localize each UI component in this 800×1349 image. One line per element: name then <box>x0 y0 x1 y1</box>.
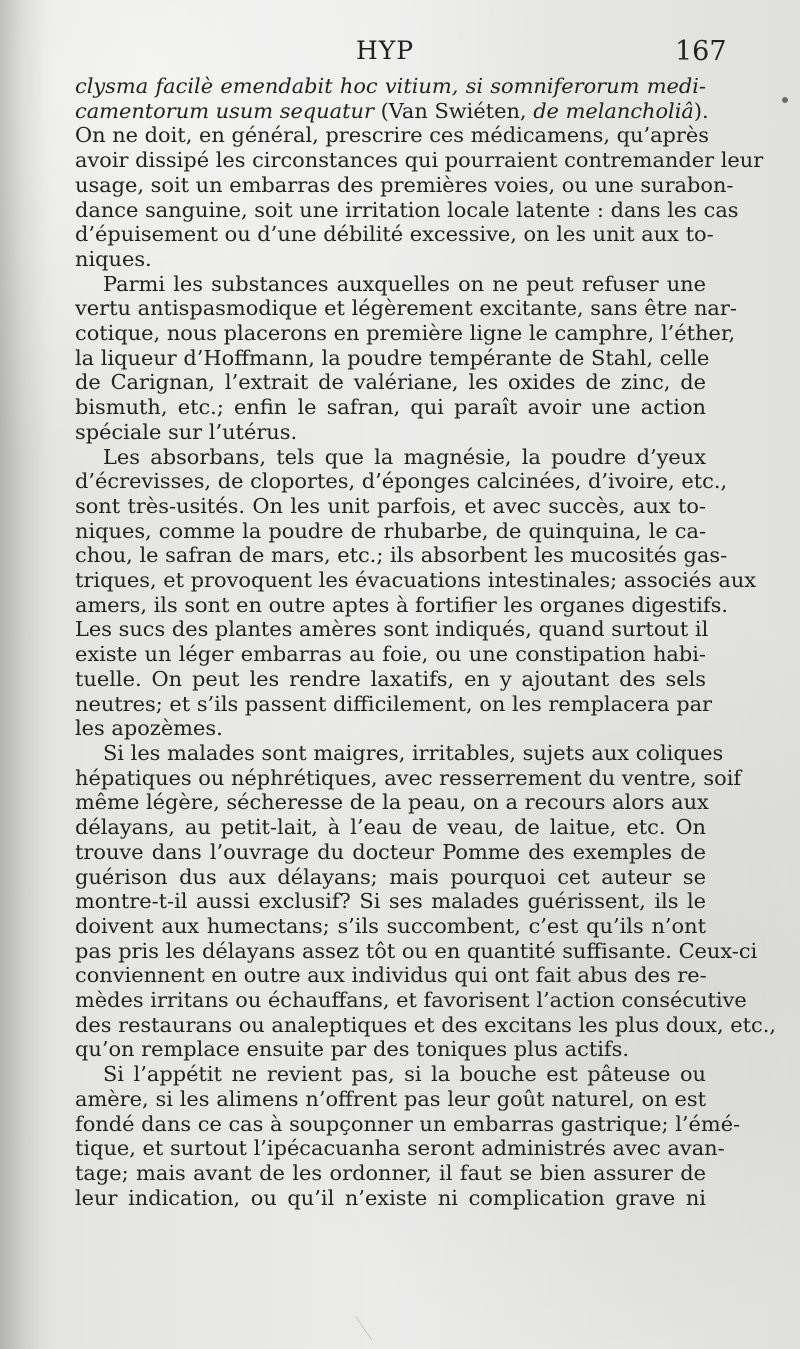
text-line-20: chou, le safran de mars, etc.; ils absorbent les mucosités gas- <box>75 543 728 568</box>
text-line-26: neutres; et s’ils passent difficilement, on les remplacera par <box>75 691 713 716</box>
text-line-36: pas pris les délayans assez tôt ou en quantité suffisante. Ceux-ci <box>75 938 758 963</box>
text-line-6: dance sanguine, soit une irritation locale latente : dans les cas <box>75 197 739 222</box>
text-line-30: même légère, sécheresse de la peau, on a recours alors aux <box>75 790 709 815</box>
ink-speck <box>782 97 788 103</box>
text-line-29: hépatiques ou néphrétiques, avec resserrement du ventre, soif <box>75 765 742 790</box>
line-2-roman-b: (Van Swiéten, <box>373 98 534 123</box>
header-title: HYP <box>356 36 415 65</box>
gutter-shadow <box>0 0 46 1349</box>
text-line-1: clysma facilè emendabit hoc vitium, si somniferorum medi- <box>75 74 706 98</box>
text-line-35: doivent aux humectans; s’ils succombent, c’est qu’ils n’ont <box>75 913 706 938</box>
text-line-25: tuelle. On peut les rendre laxatifs, en y ajoutant des sels <box>75 666 706 691</box>
text-line-7: d’épuisement ou d’une débilité excessive, on les unit aux to- <box>75 222 714 247</box>
text-line-23: Les sucs des plantes amères sont indiqués, quand surtout il <box>75 617 709 642</box>
text-line-38: mèdes irritans ou échauffans, et favorisent l’action consécutive <box>75 988 747 1013</box>
paper-crease <box>355 1316 409 1340</box>
text-line-15: spéciale sur l’utérus. <box>75 419 298 444</box>
line-2-italic-a: camentorum usum sequatur <box>75 98 374 123</box>
text-line-8: niques. <box>75 246 152 271</box>
text-line-24: existe un léger embarras au foie, ou une constipation habi- <box>75 642 706 667</box>
page-number: 167 <box>675 36 727 67</box>
text-line-32: trouve dans l’ouvrage du docteur Pomme des exemples de <box>75 839 706 864</box>
text-line-45: tage; mais avant de les ordonner, il faut se bien assurer de <box>75 1160 706 1185</box>
text-line-28: Si les malades sont maigres, irritables, sujets aux coliques <box>103 740 724 765</box>
text-line-13: de Carignan, l’extrait de valériane, les oxides de zinc, de <box>75 370 706 395</box>
text-line-21: triques, et provoquent les évacuations intestinales; associés aux <box>75 568 757 593</box>
text-line-40: qu’on remplace ensuite par des toniques plus actifs. <box>75 1037 629 1062</box>
text-line-18: sont très-usités. On les unit parfois, et avec succès, aux to- <box>75 493 706 518</box>
text-line-34: montre-t-il aussi exclusif? Si ses malades guérissent, ils le <box>75 889 706 914</box>
text-line-27: les apozèmes. <box>75 716 223 741</box>
text-line-31: délayans, au petit-lait, à l’eau de veau, de laitue, etc. On <box>75 815 706 840</box>
text-line-10: vertu antispasmodique et légèrement excitante, sans être nar- <box>75 296 737 321</box>
text-line-5: usage, soit un embarras des premières voies, ou une surabon- <box>75 172 734 197</box>
main-text <box>75 74 776 1210</box>
text-line-4: avoir dissipé les circonstances qui pourraient contremander leur <box>75 148 764 173</box>
text-line-17: d’écrevisses, de cloportes, d’éponges calcinées, d’ivoire, etc., <box>75 469 728 494</box>
text-line-37: conviennent en outre aux individus qui ont fait abus des re- <box>75 963 707 988</box>
running-header <box>0 36 800 70</box>
text-line-14: bismuth, etc.; enfin le safran, qui paraît avoir une action <box>75 395 706 420</box>
text-line-11: cotique, nous placerons en première ligne le camphre, l’éther, <box>75 321 736 346</box>
text-line-41: Si l’appétit ne revient pas, si la bouche est pâteuse ou <box>103 1062 706 1087</box>
text-line-44: tique, et surtout l’ipécacuanha seront administrés avec avan- <box>75 1136 725 1161</box>
text-line-42: amère, si les alimens n’offrent pas leur goût naturel, on est <box>75 1086 706 1111</box>
text-line-43: fondé dans ce cas à soupçonner un embarras gastrique; l’émé- <box>75 1111 741 1136</box>
text-line-22: amers, ils sont en outre aptes à fortifier les organes digestifs. <box>75 592 728 617</box>
text-line-19: niques, comme la poudre de rhubarbe, de quinquina, le ca- <box>75 518 706 543</box>
text-line-9: Parmi les substances auxquelles on ne peut refuser une <box>103 271 706 296</box>
text-line-3: On ne doit, en général, prescrire ces médicamens, qu’après <box>75 123 710 148</box>
text-line-39: des restaurans ou analeptiques et des excitans les plus doux, etc., <box>75 1012 776 1037</box>
text-line-12: la liqueur d’Hoffmann, la poudre tempérante de Stahl, celle <box>75 345 710 370</box>
text-line-46: leur indication, ou qu’il n’existe ni complication grave ni <box>75 1185 706 1210</box>
line-2-italic-c: de melancholiâ <box>533 98 694 123</box>
text-line-2 <box>75 98 709 124</box>
text-line-16: Les absorbans, tels que la magnésie, la poudre d’yeux <box>103 444 706 469</box>
line-2-roman-d: ). <box>693 98 709 123</box>
text-line-33: guérison dus aux délayans; mais pourquoi cet auteur se <box>75 864 706 889</box>
